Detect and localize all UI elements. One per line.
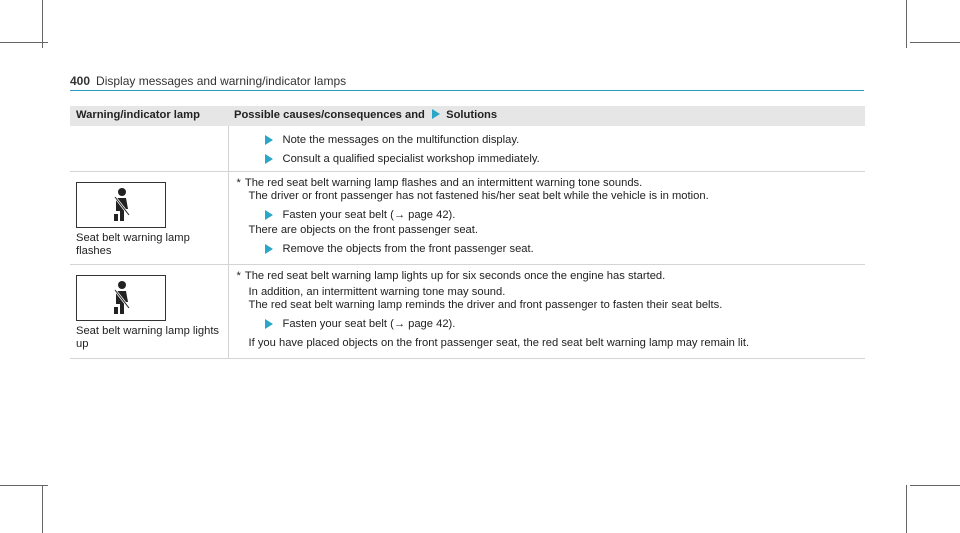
page-title: Display messages and warning/indicator lamps: [96, 74, 347, 88]
crop-mark: [906, 485, 907, 533]
arrow-icon: [265, 210, 273, 220]
arrow-icon: [265, 319, 273, 329]
column-header-causes: [228, 106, 865, 126]
footnote-star: *: [236, 177, 241, 189]
header-rule: [70, 90, 864, 91]
solution-bullet: [265, 318, 858, 331]
causes-cell: [228, 265, 865, 359]
lamp-label: Seat belt warning lamp lights up: [76, 325, 220, 350]
page-number: 400: [70, 74, 91, 88]
table-row: [70, 126, 865, 172]
seat-belt-lamp-box: [76, 275, 166, 321]
solution-bullet: [265, 243, 858, 256]
page-ref[interactable]: page 42).: [405, 318, 456, 330]
lamp-cell: [70, 172, 228, 265]
causes-cell: [228, 126, 865, 172]
seat-belt-icon: [106, 280, 136, 316]
crop-mark: [42, 0, 43, 48]
cause-text: The red seat belt warning lamp lights up for six seconds once the engine has started.: [244, 270, 666, 282]
cause-line: [237, 177, 858, 190]
arrow-icon: [265, 154, 273, 164]
column-header-causes-text: Possible causes/consequences and: [234, 109, 425, 121]
crop-mark: [42, 485, 43, 533]
arrow-icon: [265, 244, 273, 254]
cause-line: [237, 270, 858, 283]
bullet-text-pre: Fasten your seat belt (: [282, 209, 394, 221]
causes-cell: [228, 172, 865, 265]
cause-text: The red seat belt warning lamp flashes and an intermittent warning tone sounds.: [244, 177, 643, 189]
arrow-icon: [265, 135, 273, 145]
cause-text: In addition, an intermittent warning tone may sound.: [248, 286, 506, 298]
seat-belt-lamp-box: [76, 182, 166, 228]
crop-mark: [910, 485, 960, 486]
page-ref-arrow: →: [393, 209, 405, 221]
crop-mark: [910, 42, 960, 43]
table-header-row: [70, 106, 865, 126]
cause-text: The red seat belt warning lamp reminds the driver and front passenger to fasten their seat belts.: [248, 299, 723, 311]
bullet-text: Consult a qualified specialist workshop immediately.: [282, 153, 540, 165]
table-row: [70, 265, 865, 359]
solution-bullet: [265, 153, 858, 166]
cause-text: If you have placed objects on the front passenger seat, the red seat belt warning lamp may remain lit.: [248, 337, 750, 349]
warning-lamp-table: [70, 106, 865, 359]
crop-mark: [906, 0, 907, 48]
seat-belt-icon: [106, 187, 136, 223]
table-row: [70, 172, 865, 265]
page-ref-arrow: →: [393, 318, 405, 330]
page-header: [70, 74, 346, 88]
page-ref[interactable]: page 42).: [405, 209, 456, 221]
arrow-icon: [432, 109, 440, 119]
bullet-text: Remove the objects from the front passenger seat.: [282, 243, 534, 255]
lamp-cell: [70, 126, 228, 172]
cause-text: The driver or front passenger has not fastened his/her seat belt while the vehicle is in motion.: [248, 190, 709, 202]
bullet-text-pre: Fasten your seat belt (: [282, 318, 394, 330]
solution-bullet: [265, 209, 858, 222]
lamp-cell: [70, 265, 228, 359]
lamp-label: Seat belt warning lamp flashes: [76, 232, 190, 257]
solution-bullet: [265, 134, 858, 147]
column-header-lamp: Warning/indicator lamp: [70, 106, 228, 126]
bullet-text: [283, 318, 456, 331]
cause-text: There are objects on the front passenger seat.: [248, 224, 478, 236]
bullet-text: Note the messages on the multifunction display.: [282, 134, 520, 146]
column-header-solutions-text: Solutions: [446, 109, 498, 121]
crop-mark: [0, 485, 48, 486]
crop-mark: [0, 42, 48, 43]
bullet-text: [283, 209, 456, 222]
footnote-star: *: [236, 270, 241, 282]
